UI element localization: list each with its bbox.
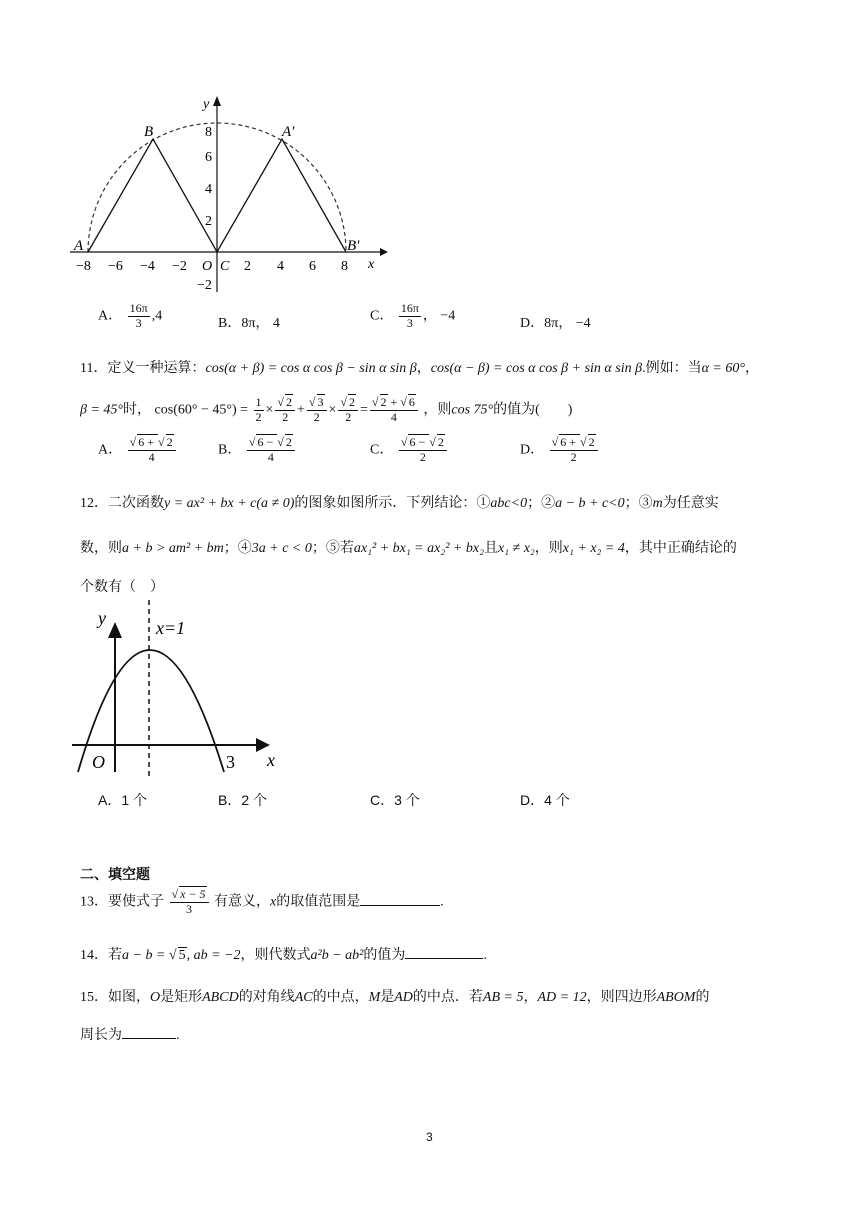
point-b-prime-label: B′	[347, 238, 360, 254]
y-tick: −2	[197, 278, 212, 293]
y-tick: 4	[205, 182, 212, 197]
q13-line: 13．要使式子 $\frac{√ x - 5}{3}$ 有意义，x的取值范围是 .	[80, 887, 444, 916]
page-number: 3	[426, 1130, 433, 1144]
q11-option-c[interactable]: C． $\frac{√ 6 - √ 2}{2}$	[370, 436, 449, 465]
parabola-x-label: x	[267, 750, 275, 770]
point-b-label: B	[144, 124, 154, 140]
y-axis-label: y	[203, 97, 210, 112]
q12-option-c[interactable]: C．3 个	[370, 792, 420, 808]
q10-option-d[interactable]: D．8π， −4	[520, 316, 591, 331]
q10-option-a[interactable]: A． $\frac{16\pi}{3}$ ,4	[98, 301, 163, 330]
x-tick: −4	[140, 259, 155, 274]
parabola-graph	[64, 600, 294, 780]
q11-option-d[interactable]: D． $\frac{√ 6 + √ 2}{2}$	[520, 436, 600, 465]
q10-option-b[interactable]: B．8π， 4	[218, 316, 280, 331]
x-axis-label: x	[368, 257, 375, 272]
triangle-semicircle-graph	[60, 92, 400, 297]
q10-option-c[interactable]: C． $\frac{16\pi}{3}$ ， −4	[370, 301, 456, 330]
point-c-label: C	[220, 259, 230, 274]
root-label: 3	[226, 752, 235, 772]
q14-line: 14．若a − b = √ 5, ab = −2，则代数式a²b − ab²的值为 .	[80, 948, 487, 963]
q11-option-b[interactable]: B． $\frac{√ 6 - √ 2}{4}$	[218, 436, 297, 465]
q13-answer-blank[interactable]	[360, 893, 440, 906]
q15-line2: 周长为 .	[80, 1028, 180, 1043]
q14-answer-blank[interactable]	[405, 946, 483, 959]
x-tick: 2	[244, 259, 251, 274]
x-tick: −2	[172, 259, 187, 274]
y-tick: 8	[205, 125, 212, 140]
x-tick: 8	[341, 259, 348, 274]
q12-line2: 数，则a + b > am² + bm；④3a + c < 0；⑤若ax₁² + bx₁ = ax₂² + bx₂且x₁ ≠ x₂，则x₁ + x₂ = 4，其中正确结论的	[80, 541, 737, 556]
q12-option-d[interactable]: D．4 个	[520, 792, 570, 808]
q11-option-a[interactable]: A． $\frac{√ 6 + √ 2}{4}$	[98, 436, 178, 465]
q12-option-b[interactable]: B．2 个	[218, 792, 268, 808]
x-tick: 6	[309, 259, 316, 274]
section-heading: 二、填空题	[80, 866, 150, 882]
y-tick: 6	[205, 150, 212, 165]
x-tick: −8	[76, 259, 91, 274]
q12-line1: 12．二次函数y = ax² + bx + c(a ≠ 0)的图象如图所示．下列结论：①abc<0；②a − b + c<0；③m为任意实	[80, 496, 719, 511]
q15-answer-blank[interactable]	[122, 1026, 176, 1039]
parabola-origin-label: O	[92, 752, 105, 772]
point-a-prime-label: A′	[282, 124, 295, 140]
y-tick: 2	[205, 214, 212, 229]
q12-line3: 个数有（ ）	[80, 580, 164, 595]
x-tick: −6	[108, 259, 123, 274]
parabola-y-label: y	[98, 608, 106, 628]
q12-option-a[interactable]: A．1 个	[98, 792, 148, 808]
q11-line1: 11．定义一种运算：cos(α + β) = cos α cos β − sin α sin β，cos(α − β) = cos α cos β + sin α sin β.例如：当α = 60°，	[80, 361, 759, 376]
q15-line1: 15．如图，O是矩形ABCD的对角线AC的中点，M是AD的中点．若AB = 5，AD = 12，则四边形ABOM的	[80, 990, 710, 1005]
point-a-label: A	[74, 238, 84, 254]
symmetry-axis-label: x=1	[156, 618, 186, 638]
origin-label: O	[202, 259, 213, 274]
q11-line2: β = 45°时， cos(60° − 45°) = $\frac{1}{2}$ × $\frac{√ 2}{2}$ + $\frac{√ 3}{2}$ × $\frac{√ 2}{2}$ = $\frac{√ 2 + √ 6}{4}$ ，则cos 75°的值为( )	[80, 395, 573, 424]
x-tick: 4	[277, 259, 284, 274]
